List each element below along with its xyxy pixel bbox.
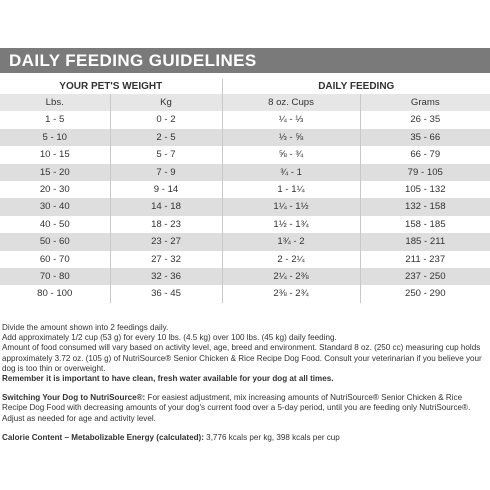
- cell-kg: 2 - 5: [110, 129, 222, 146]
- cell-lbs: 50 - 60: [0, 233, 110, 250]
- cell-grams: 66 - 79: [360, 146, 490, 163]
- cell-cups: 1½ - 1¾: [222, 216, 360, 233]
- note-water: Remember it is important to have clean, fresh water available for your dog at all times.: [2, 374, 334, 384]
- cell-lbs: 20 - 30: [0, 181, 110, 198]
- table-row: [0, 285, 490, 302]
- cell-grams: 79 - 105: [360, 164, 490, 181]
- cell-kg: 32 - 36: [110, 268, 222, 285]
- cell-cups: 2 - 2¼: [222, 251, 360, 268]
- cell-kg: 0 - 2: [110, 111, 222, 128]
- calorie-label: Calorie Content – Metabolizable Energy (calculated):: [2, 432, 204, 442]
- feeding-table: [0, 79, 490, 303]
- cell-grams: 158 - 185: [360, 216, 490, 233]
- cell-grams: 35 - 66: [360, 129, 490, 146]
- cell-lbs: 60 - 70: [0, 251, 110, 268]
- cell-grams: 185 - 211: [360, 233, 490, 250]
- cell-grams: 26 - 35: [360, 111, 490, 128]
- cell-grams: 132 - 158: [360, 198, 490, 215]
- cell-cups: 1¼ - 1½: [222, 198, 360, 215]
- note-divide: Divide the amount shown into 2 feedings daily.: [2, 323, 169, 332]
- unit-header-row: [0, 94, 490, 111]
- calorie-text: 3,776 kcals per kg, 398 kcals per cup: [203, 432, 340, 442]
- table-row: [0, 268, 490, 285]
- cell-lbs: 70 - 80: [0, 268, 110, 285]
- table-row: [0, 251, 490, 268]
- cell-cups: ¼ - ⅓: [222, 111, 360, 128]
- cell-cups: 1 - 1¼: [222, 181, 360, 198]
- note-calorie: [2, 433, 488, 443]
- cell-cups: ⅓ - ⅝: [222, 129, 360, 146]
- cell-lbs: 15 - 20: [0, 164, 110, 181]
- table-row: [0, 181, 490, 198]
- cell-lbs: 10 - 15: [0, 146, 110, 163]
- switching-label: Switching Your Dog to NutriSource®:: [2, 393, 146, 403]
- table-row: [0, 129, 490, 146]
- cell-kg: 7 - 9: [110, 164, 222, 181]
- title-bar: [0, 48, 490, 73]
- switching-text: For easiest adjustment, mix increasing amounts of NutriSource® Senior Chicken & Rice Recipe Dog Food with decreasing amounts of your dog's current food over a 5-day period, until you are feeding only NutriSource®. Adjust as needed for age and activity level.: [2, 393, 471, 423]
- group-header-feeding: DAILY FEEDING: [222, 79, 490, 94]
- cell-kg: 18 - 23: [110, 216, 222, 233]
- table-row: [0, 111, 490, 128]
- cell-lbs: 5 - 10: [0, 129, 110, 146]
- cell-kg: 9 - 14: [110, 181, 222, 198]
- note-amount: Amount of food consumed will vary based on activity level, age, breed and environment. Standard 8 oz. (250 cc) measuring cup holds approximately 3.72 oz. (105 g) of NutriSource® Senior Chicken & Rice Recipe Dog Food. Consult your veterinarian if you believe your dog is too thin or overweight.: [2, 343, 482, 373]
- notes: [2, 323, 488, 443]
- cell-grams: 211 - 237: [360, 251, 490, 268]
- cell-grams: 105 - 132: [360, 181, 490, 198]
- table-row: [0, 216, 490, 233]
- unit-header-kg: Kg: [110, 94, 222, 111]
- unit-header-grams: Grams: [360, 94, 490, 111]
- unit-header-lbs: Lbs.: [0, 94, 110, 111]
- cell-cups: 1¾ - 2: [222, 233, 360, 250]
- cell-lbs: 1 - 5: [0, 111, 110, 128]
- cell-kg: 23 - 27: [110, 233, 222, 250]
- note-add: Add approximately 1/2 cup (53 g) for every 10 lbs. (4.5 kg) over 100 lbs. (45 kg) daily feeding.: [2, 333, 337, 343]
- cell-lbs: 30 - 40: [0, 198, 110, 215]
- unit-header-cups: 8 oz. Cups: [222, 94, 360, 111]
- cell-kg: 5 - 7: [110, 146, 222, 163]
- cell-grams: 250 - 290: [360, 285, 490, 302]
- cell-kg: 36 - 45: [110, 285, 222, 302]
- cell-cups: ⅝ - ¾: [222, 146, 360, 163]
- cell-lbs: 80 - 100: [0, 285, 110, 302]
- cell-kg: 14 - 18: [110, 198, 222, 215]
- cell-cups: 2¼ - 2⅜: [222, 268, 360, 285]
- table-row: [0, 146, 490, 163]
- table-row: [0, 164, 490, 181]
- cell-grams: 237 - 250: [360, 268, 490, 285]
- table-row: [0, 198, 490, 215]
- cell-lbs: 40 - 50: [0, 216, 110, 233]
- table-row: [0, 233, 490, 250]
- group-header-row: [0, 79, 490, 94]
- note-switching: [2, 393, 488, 424]
- group-header-weight: YOUR PET'S WEIGHT: [59, 81, 163, 92]
- cell-cups: ¾ - 1: [222, 164, 360, 181]
- cell-kg: 27 - 32: [110, 251, 222, 268]
- page-title: DAILY FEEDING GUIDELINES: [9, 51, 257, 70]
- cell-cups: 2⅜ - 2¾: [222, 285, 360, 302]
